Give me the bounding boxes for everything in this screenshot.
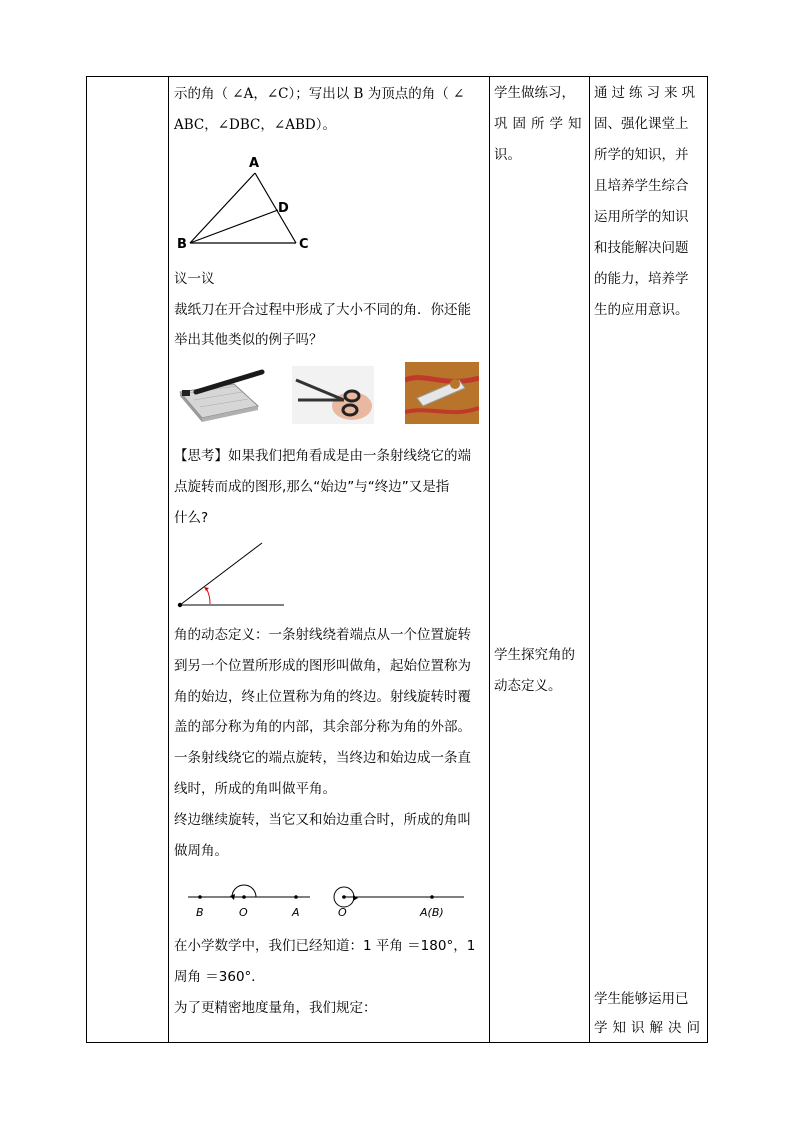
label-a: A [292,906,300,919]
think-line-3: 什么? [174,510,209,526]
primary-school-line-1: 在小学数学中，我们已经知道：1 平角 ＝180°，1 [174,938,476,954]
intent-line-5: 运用所学的知识 [594,209,689,225]
table-col-border-5 [707,76,708,1043]
intent-line-1: 通过练习来巩 [594,85,699,101]
definition-line-5: 一条射线绕它的端点旋转，当终边和始边成一条直 [174,750,471,766]
label-a-b: A(B) [420,906,444,919]
definition-line-7: 终边继续旋转，当它又和始边重合时，所成的角叫 [174,812,471,828]
vertex-label-a: A [249,156,260,171]
definition-line-6: 线时，所成的角叫做平角。 [174,781,336,797]
rule-line: 为了更精密地度量角，我们规定： [174,1000,377,1016]
primary-school-line-2: 周角 ＝360°． [174,969,265,985]
triangle-figure [172,150,322,254]
discuss-line-1: 裁纸刀在开合过程中形成了大小不同的角．你还能 [174,302,471,318]
intent-line-7: 的能力，培养学 [594,271,689,287]
label-o: O [239,906,248,919]
table-top-border [86,76,708,77]
vertex-label-b: B [177,237,187,252]
angle-text-line-1: 示的角（ ∠A，∠C）；写出以 B 为顶点的角（ ∠ [174,86,465,102]
intent-line-3: 所学的知识，并 [594,147,689,163]
activity-1-line-3: 识。 [494,147,521,163]
label-b: B [196,906,204,919]
table-col-border-2 [168,76,169,1043]
intent-line-8: 生的应用意识。 [594,302,689,318]
table-col-border-3 [489,76,490,1043]
intent-line-2: 固、强化课堂上 [594,116,689,132]
table-col-border-1 [86,76,87,1043]
definition-line-3: 角的始边，终止位置称为角的终边。射线旋转时覆 [174,689,471,705]
definition-line-1: 角的动态定义：一条射线绕着端点从一个位置旋转 [174,627,471,643]
vertex-label-c: C [299,237,309,252]
paper-cutter-image [174,362,266,428]
activity-1-line-2: 巩固所学知 [494,116,587,132]
activity-1-line-1: 学生做练习， [494,85,575,101]
discuss-heading: 议一议 [174,271,215,287]
vertex-label-d: D [278,201,289,216]
label-o-2: O [338,906,347,919]
wrench-image [405,362,479,424]
definition-line-2: 到另一个位置所形成的图形叫做角，起始位置称为 [174,658,471,674]
intent-line-4: 且培养学生综合 [594,178,689,194]
definition-line-8: 做周角。 [174,843,228,859]
activity-2-line-1: 学生探究角的 [494,647,575,663]
straight-round-angle-figure [172,874,482,924]
scissors-image [292,366,374,424]
discuss-line-2: 举出其他类似的例子吗？ [174,332,323,348]
table-col-border-4 [589,76,590,1043]
definition-line-4: 盖的部分称为角的内部，其余部分称为角的外部。 [174,719,471,735]
activity-3-line-2: 学知识解决问 [594,1020,705,1036]
intent-line-6: 和技能解决问题 [594,240,689,256]
activity-2-line-2: 动态定义。 [494,678,562,694]
activity-3-line-1: 学生能够运用已 [594,991,689,1007]
angle-text-line-2: ABC，∠DBC，∠ABD）。 [174,117,336,133]
think-line-2: 点旋转而成的图形,那么“始边”与“终边”又是指 [174,479,450,495]
think-line-1: 【思考】如果我们把角看成是由一条射线绕它的端 [174,448,471,464]
ray-rotation-figure [172,536,292,612]
